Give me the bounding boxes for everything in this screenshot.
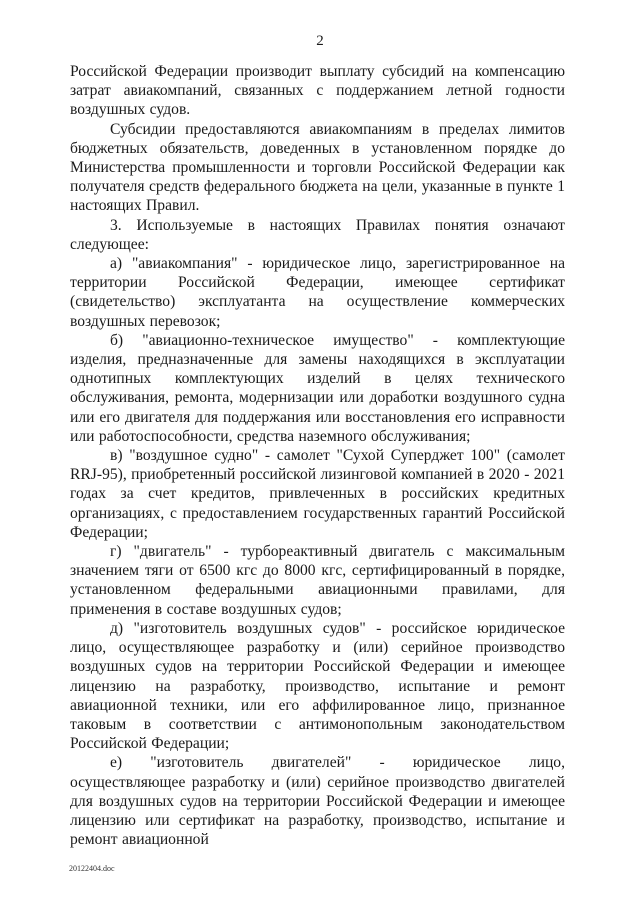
paragraph: б) "авиационно-техническое имущество" - комплектующие изделия, предназначенные для замены находящихся в эксплуатации однотипных комплектующих изделий в целях технического обслуживания, ремонта, модернизации или доработки воздушного судна или его двигателя для поддержания или восстановления его исправности или работоспособности, средства наземного обслуживания; (70, 331, 565, 445)
paragraph: д) "изготовитель воздушных судов" - российское юридическое лицо, осуществляющее разработку и (или) серийное производство воздушных судов на территории Российской Федерации и имеющее лицензию на разработку, производство, испытание и ремонт авиационной техники, или его аффилированное лицо, признанное таковым в соответствии с антимонопольным законодательством Российской Федерации; (70, 619, 565, 753)
paragraph: е) "изготовитель двигателей" - юридическое лицо, осуществляющее разработку и (или) серийное производство двигателей для воздушных судов на территории Российской Федерации и имеющее лицензию или сертификат на разработку, производство, испытание и ремонт авиационной (70, 754, 565, 849)
paragraph: в) "воздушное судно" - самолет "Сухой Суперджет 100" (самолет RRJ-95), приобретенный российской лизинговой компанией в 2020 - 2021 годах за счет кредитов, привлеченных в российских кредитных организациях, с предоставлением государственных гарантий Российской Федерации; (70, 447, 565, 541)
paragraph: г) "двигатель" - турбореактивный двигатель с максимальным значением тяги от 6500 кгс до 8000 кгс, сертифицированный в порядке, установленном федеральными авиационными правилами, для применения в составе воздушных судов; (70, 543, 565, 618)
file-code-footer: 20122404.doc (69, 864, 115, 873)
document-body (70, 62, 565, 849)
paragraph: 3. Используемые в настоящих Правилах понятия означают следующее: (70, 216, 565, 253)
paragraph: Субсидии предоставляются авиакомпаниям в пределах лимитов бюджетных обязательств, доведенных в установленном порядке до Министерства промышленности и торговли Российской Федерации как получателя средств федерального бюджета на цели, указанные в пункте 1 настоящих Правил. (70, 120, 565, 215)
paragraph: а) "авиакомпания" - юридическое лицо, зарегистрированное на территории Российской Федерации, имеющее сертификат (свидетельство) эксплуатанта на осуществление коммерческих воздушных перевозок; (70, 255, 565, 330)
paragraph: Российской Федерации производит выплату субсидий на компенсацию затрат авиакомпаний, связанных с поддержанием летной годности воздушных судов. (70, 63, 565, 119)
page-number: 2 (316, 33, 324, 49)
